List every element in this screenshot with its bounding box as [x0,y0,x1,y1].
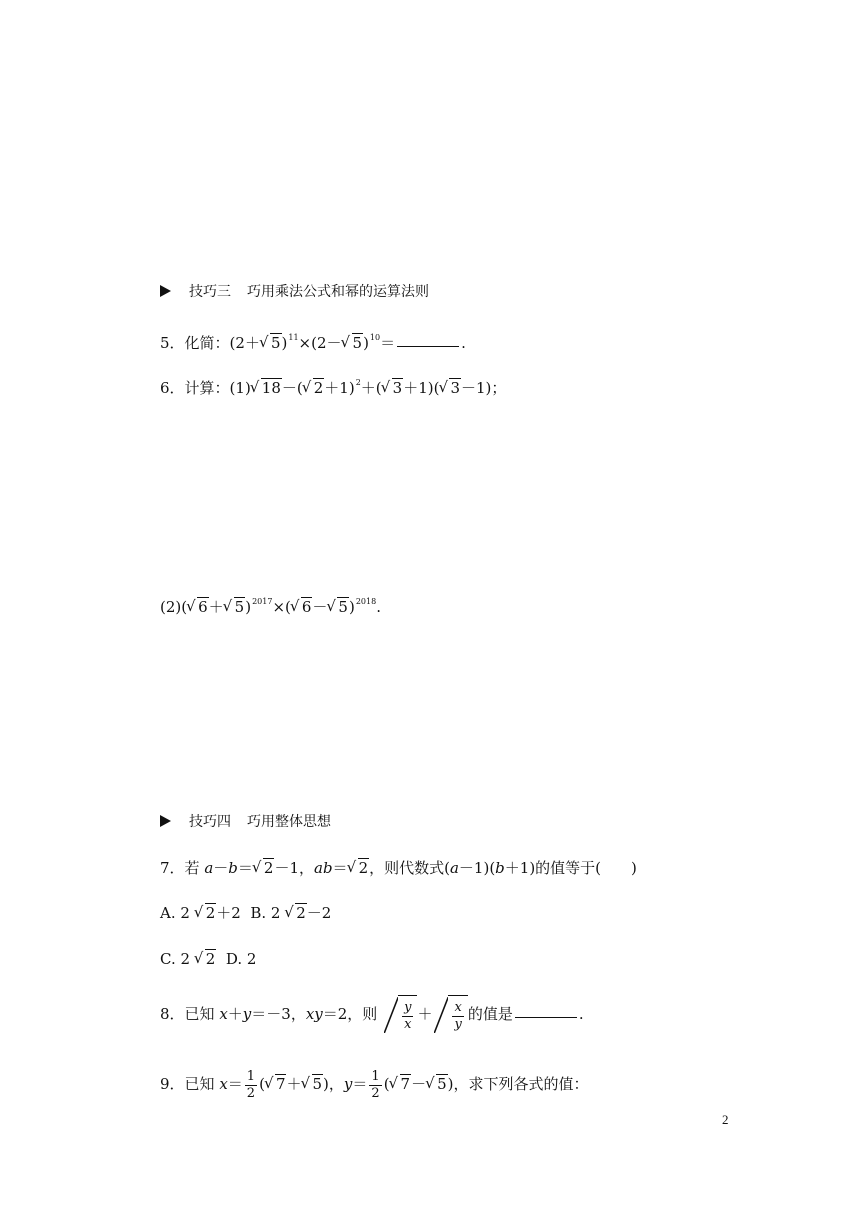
expr: ＋1) [324,379,355,397]
question-label: 5．化简： [160,334,230,352]
expr: ＝ [332,859,348,877]
triangle-marker-icon [160,285,171,297]
variable: x [219,1075,228,1093]
option-d[interactable] [226,950,257,968]
sqrt [328,596,349,618]
fraction [402,1000,413,1033]
expr: (2＋ [229,334,260,352]
option-a[interactable] [160,904,241,922]
option-b[interactable] [250,904,331,922]
expr: )， [323,1075,344,1093]
sqrt [286,902,307,924]
expr: ) [245,598,252,616]
denominator: 2 [246,1085,256,1101]
radicand: 2 [205,950,216,968]
section-desc: 巧用乘法公式和幂的运算法则 [247,284,429,300]
sqrt-fraction [384,995,417,1036]
expr: ) [348,598,355,616]
expr: ＋ [208,598,224,616]
sqrt [349,857,370,879]
radicand: 7 [275,1075,286,1093]
option-label: B. 2 [250,904,286,922]
sqrt [266,1064,287,1104]
sqrt [303,1064,324,1104]
option-label: D. 2 [225,950,257,968]
sqrt [252,377,282,399]
expr: ＝ [380,334,396,352]
expr: 7．若 [160,859,205,877]
radicand: 2 [263,859,274,877]
section-heading-3 [160,281,429,303]
radicand: 18 [261,379,281,397]
expr: －1， [274,859,314,877]
variable: a [204,859,214,877]
expr: 9．已知 [160,1075,220,1093]
sqrt-fraction [434,995,467,1036]
radicand: 2 [296,904,306,922]
page-number: 2 [722,1112,729,1127]
radicand: 5 [234,598,245,616]
variable: y [343,1075,353,1093]
radicand: 5 [437,1075,447,1093]
expr: ×(2－ [298,334,342,352]
expr: ＝ [237,859,253,877]
exponent: 2018 [355,597,377,606]
question-9 [160,1064,589,1104]
radicand: 5 [270,334,281,352]
variable: b [228,859,238,877]
question-6-part-1 [160,372,506,399]
variable: y [242,1005,252,1023]
exponent: 2017 [252,597,273,606]
variable: ab [314,859,333,877]
expr: ) [281,334,288,352]
sqrt [196,948,217,970]
exponent: 2 [355,378,361,387]
expr: ＋1)的值等于( ) [504,859,637,877]
expr: ＝ [227,1075,243,1093]
sqrt [391,1064,412,1104]
option-label: C. 2 [160,950,195,968]
section-title: 技巧三 [189,284,231,300]
sqrt [225,596,246,618]
sqrt [440,377,461,399]
expr: ＋ [417,1005,433,1023]
sqrt [261,332,282,354]
expr: ( [259,1075,265,1093]
expr: － [213,859,229,877]
fraction [452,1000,463,1033]
question-8 [160,994,584,1036]
fraction [245,1069,257,1102]
expr: ＝ [352,1075,368,1093]
question-7-options-row-2 [160,948,256,970]
section-desc: 巧用整体思想 [247,814,331,830]
numerator: x [452,1000,463,1017]
expr: －1)( [458,859,496,877]
option-text: －2 [306,904,332,922]
expr: (1) [229,379,251,397]
radicand: 3 [392,379,403,397]
sqrt [343,332,364,354]
exponent: 10 [369,333,381,342]
option-label: A. 2 [160,904,195,922]
expr: ，则代数式( [369,859,450,877]
sqrt [304,377,325,399]
variable: xy [305,1005,323,1023]
option-c[interactable] [160,950,216,968]
expr: － [312,598,328,616]
denominator: y [454,1017,462,1032]
denominator: 2 [371,1085,380,1101]
expr: ( [383,1075,390,1093]
exponent: 11 [288,333,299,342]
expr: . [578,1005,584,1023]
variable: x [219,1005,228,1023]
expr: ＝2，则 [322,1005,383,1023]
expr: . [376,598,381,616]
triangle-marker-icon [160,815,171,827]
sqrt [292,596,313,618]
option-text: ＋2 [216,904,241,922]
section-title: 技巧四 [189,814,231,830]
expr: ) [363,334,369,352]
radicand: 5 [338,598,348,616]
numerator: 1 [246,1068,256,1084]
sqrt [383,377,404,399]
expr: ＋1)( [403,379,440,397]
question-6-part-2 [160,591,381,618]
answer-blank[interactable] [397,334,459,347]
radicand: 3 [450,379,460,397]
answer-blank[interactable] [515,1005,577,1018]
radicand: 7 [400,1075,411,1093]
fraction [369,1069,381,1102]
expr: 的值是 [467,1005,513,1023]
section-heading-4 [160,811,331,833]
expr: ＋( [360,379,382,397]
question-7-options-row-1 [160,902,331,924]
expr: ＋ [227,1005,243,1023]
variable: b [495,859,505,877]
radicand: 5 [352,334,363,352]
question-5 [160,327,466,354]
radicand: 2 [205,904,216,922]
expr: －1)； [461,379,507,397]
expr: － [411,1075,427,1093]
sqrt [196,902,217,924]
expr: (2)( [160,598,188,616]
sqrt [188,596,209,618]
question-label: 6．计算： [160,379,230,397]
radicand: 5 [312,1075,323,1093]
expr: )，求下列各式的值： [447,1075,589,1093]
radicand: 6 [198,598,208,616]
expr: －( [281,379,303,397]
radicand: 2 [313,379,324,397]
sqrt [427,1064,448,1104]
expr: ＝－3， [251,1005,306,1023]
radicand: 2 [358,859,369,877]
expr: . [461,334,466,352]
expr: 8．已知 [160,1005,220,1023]
expr: ×( [272,598,291,616]
variable: a [449,859,459,877]
question-7 [160,857,637,879]
expr: ＋ [286,1075,302,1093]
denominator: x [404,1017,412,1032]
numerator: 1 [371,1068,380,1084]
radicand: 6 [301,598,312,616]
numerator: y [404,1000,412,1015]
sqrt [254,857,275,879]
